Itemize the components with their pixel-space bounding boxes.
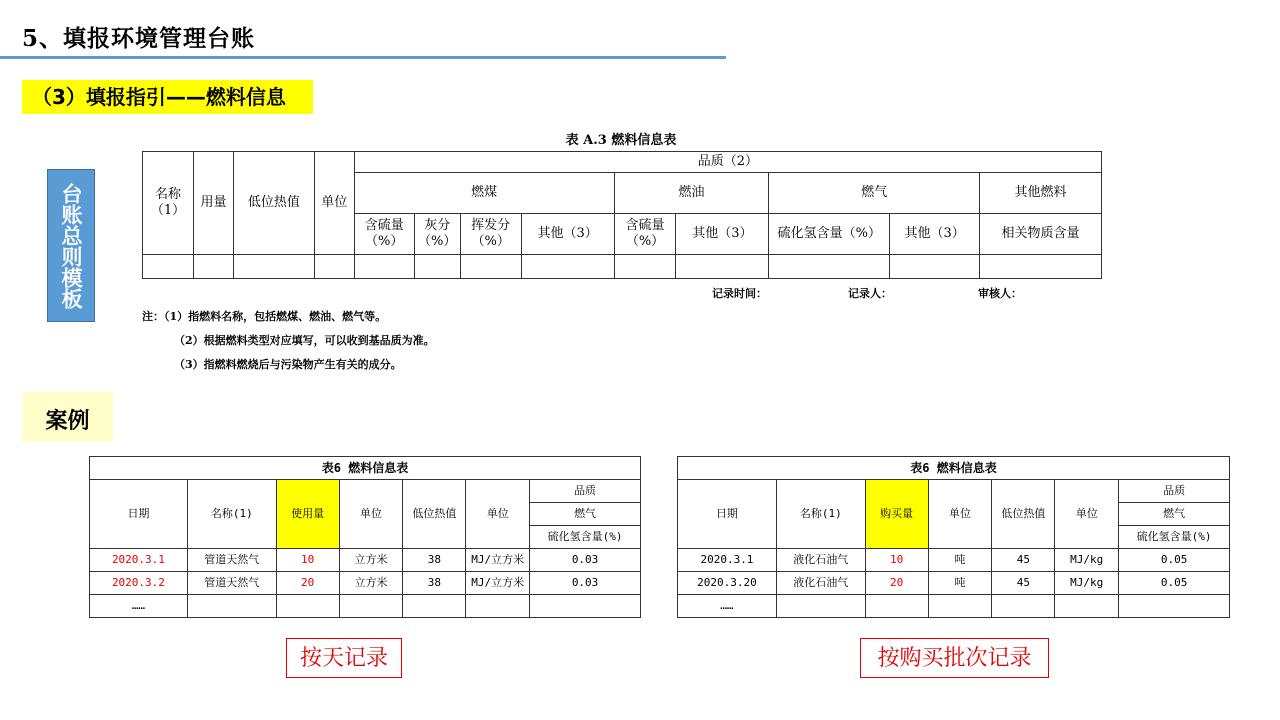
header-heat-value: 低位热值 [403, 480, 466, 549]
standard-table-caption: 表 A.3 燃料信息表 [565, 133, 677, 148]
cell-heat: 38 [403, 572, 466, 595]
group-other-fuel: 其他燃料 [980, 173, 1102, 214]
recorder-label: 记录人： [848, 287, 892, 300]
header-purchase-amount: 购买量 [865, 480, 928, 549]
case-table-caption: 表6 燃料信息表 [678, 457, 1230, 480]
cell-amount: 10 [276, 549, 339, 572]
cell-amount: 10 [865, 549, 928, 572]
col-oil-sulfur: 含硫量（%） [614, 214, 676, 255]
header-quality: 品质 [530, 480, 641, 503]
title-underline [0, 56, 726, 59]
header-h2s: 硫化氢含量(%) [530, 526, 641, 549]
cell-unit: 立方米 [339, 549, 403, 572]
group-gas: 燃气 [769, 173, 980, 214]
cell-date: 2020.3.2 [90, 572, 188, 595]
cell-heat-unit: MJ/kg [1055, 549, 1119, 572]
header-unit: 单位 [314, 152, 354, 255]
cell-unit: 吨 [928, 549, 992, 572]
header-name: 名称(1) [776, 480, 865, 549]
cell-unit: 吨 [928, 572, 992, 595]
header-unit: 单位 [339, 480, 403, 549]
header-gas: 燃气 [1119, 503, 1230, 526]
cell-date: 2020.3.1 [678, 549, 777, 572]
group-oil: 燃油 [614, 173, 769, 214]
case-table-caption: 表6 燃料信息表 [90, 457, 641, 480]
group-coal: 燃煤 [354, 173, 614, 214]
note-1: 注：（1）指燃料名称，包括燃煤、燃油、燃气等。 [142, 310, 387, 323]
cell-ellipsis: …… [678, 595, 777, 618]
table-row [90, 572, 641, 595]
header-heat-unit: 单位 [1055, 480, 1119, 549]
case-label: 案例 [22, 392, 113, 442]
cell-amount: 20 [865, 572, 928, 595]
table-row [143, 255, 1102, 279]
header-gas: 燃气 [530, 503, 641, 526]
header-quality: 品质 [1119, 480, 1230, 503]
section-label: （3）填报指引——燃料信息 [22, 80, 313, 114]
header-usage-amount: 使用量 [276, 480, 339, 549]
side-tag [47, 169, 95, 322]
record-time-label: 记录时间： [712, 287, 767, 300]
case-table-batch [677, 456, 1230, 618]
table-row [678, 572, 1230, 595]
cell-h2s: 0.05 [1119, 572, 1230, 595]
header-quality: 品质（2） [354, 152, 1101, 173]
cell-amount: 20 [276, 572, 339, 595]
header-heat-value: 低位热值 [992, 480, 1055, 549]
cell-heat: 38 [403, 549, 466, 572]
side-tag-text: 台账总则模板 [59, 182, 83, 309]
header-heat-unit: 单位 [466, 480, 530, 549]
daily-record-stamp: 按天记录 [286, 638, 402, 678]
col-gas-other: 其他（3） [890, 214, 980, 255]
cell-heat-unit: MJ/立方米 [466, 572, 530, 595]
header-h2s: 硫化氢含量(%) [1119, 526, 1230, 549]
page-title: 5、填报环境管理台账 [22, 25, 256, 52]
cell-heat: 45 [992, 549, 1055, 572]
col-coal-other: 其他（3） [521, 214, 614, 255]
cell-heat-unit: MJ/kg [1055, 572, 1119, 595]
cell-name: 管道天然气 [187, 549, 276, 572]
col-coal-volatile: 挥发分（%） [460, 214, 521, 255]
note-3: （3）指燃料燃烧后与污染物产生有关的成分。 [174, 358, 402, 371]
cell-h2s: 0.03 [530, 572, 641, 595]
header-name: 名称（1） [143, 152, 194, 255]
col-coal-ash: 灰分（%） [414, 214, 460, 255]
col-coal-sulfur: 含硫量（%） [354, 214, 414, 255]
cell-unit: 立方米 [339, 572, 403, 595]
col-gas-h2s: 硫化氢含量（%） [769, 214, 890, 255]
table-row [678, 595, 1230, 618]
table-row [90, 595, 641, 618]
batch-record-stamp: 按购买批次记录 [860, 638, 1049, 678]
cell-name: 液化石油气 [776, 572, 865, 595]
note-2: （2）根据燃料类型对应填写，可以收到基品质为准。 [174, 334, 435, 347]
table-row [90, 549, 641, 572]
col-related-substance: 相关物质含量 [980, 214, 1102, 255]
standard-fuel-table [142, 151, 1102, 279]
cell-date: 2020.3.1 [90, 549, 188, 572]
header-unit: 单位 [928, 480, 992, 549]
cell-h2s: 0.03 [530, 549, 641, 572]
col-oil-other: 其他（3） [676, 214, 769, 255]
cell-ellipsis: …… [90, 595, 188, 618]
case-table-daily [89, 456, 641, 618]
cell-h2s: 0.05 [1119, 549, 1230, 572]
header-date: 日期 [90, 480, 188, 549]
cell-name: 管道天然气 [187, 572, 276, 595]
cell-heat: 45 [992, 572, 1055, 595]
header-date: 日期 [678, 480, 777, 549]
table-row [678, 549, 1230, 572]
header-amount: 用量 [193, 152, 233, 255]
cell-name: 液化石油气 [776, 549, 865, 572]
cell-date: 2020.3.20 [678, 572, 777, 595]
header-heat-value: 低位热值 [233, 152, 314, 255]
header-name: 名称(1) [187, 480, 276, 549]
reviewer-label: 审核人： [978, 287, 1022, 300]
cell-heat-unit: MJ/立方米 [466, 549, 530, 572]
